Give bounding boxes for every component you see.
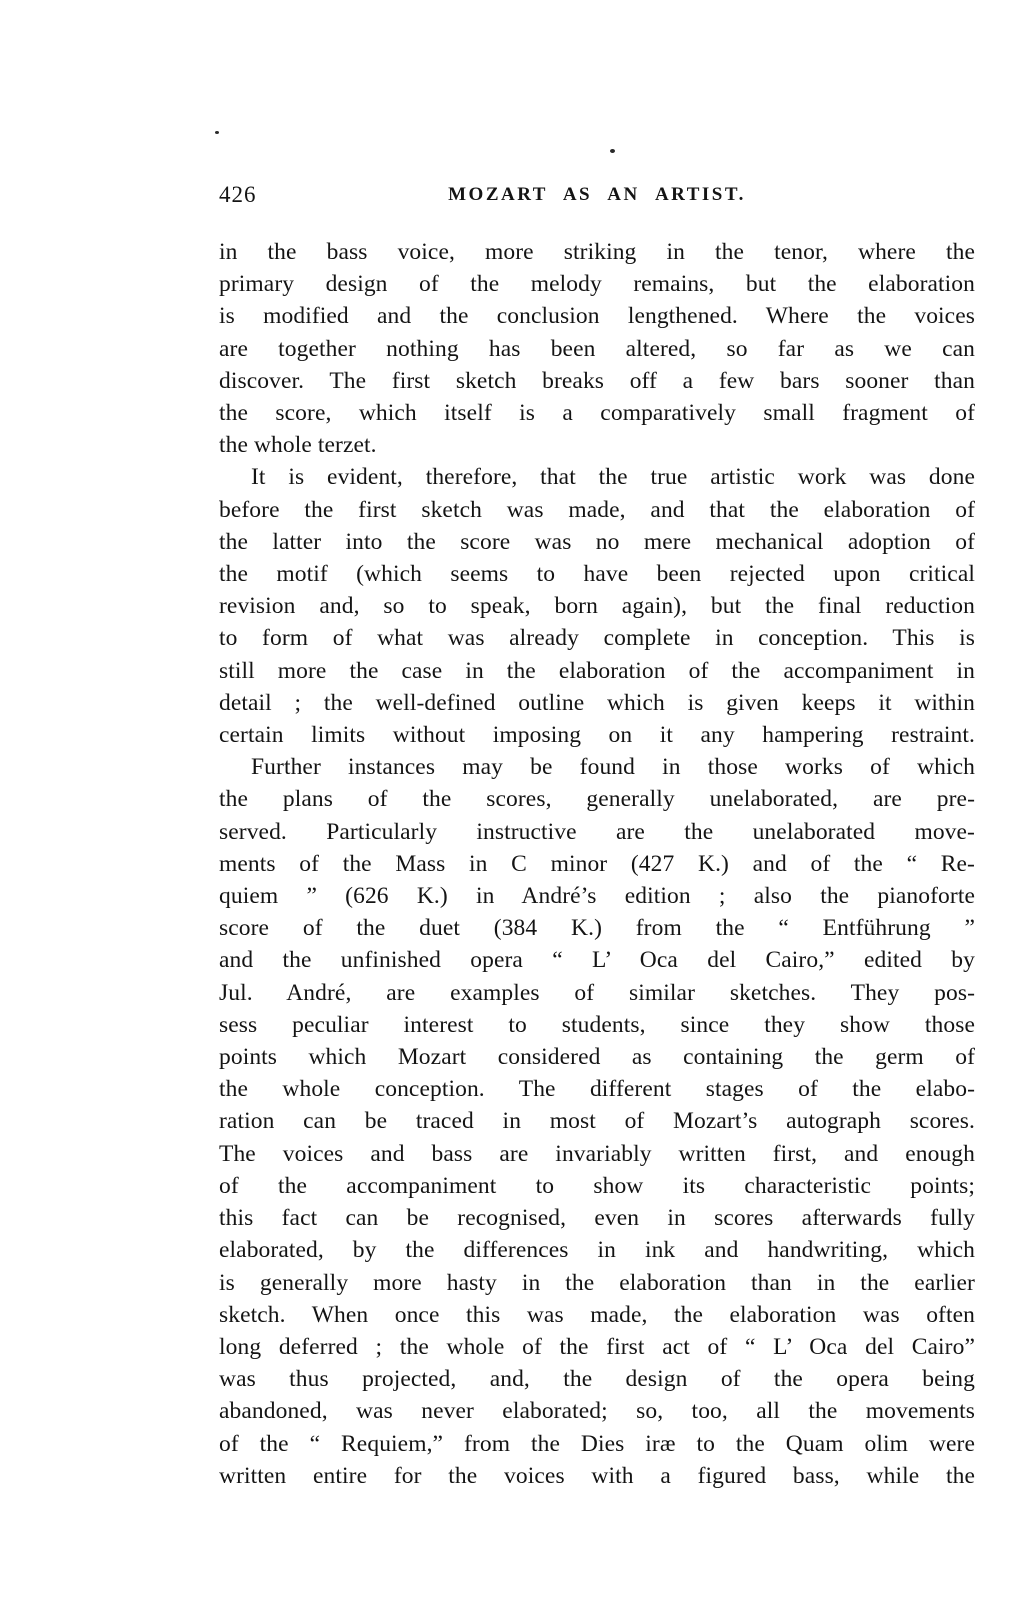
- running-header: [219, 181, 975, 211]
- text-line: of the “ Requiem,” from the Dies iræ to the Quam olim were: [219, 1430, 975, 1457]
- text-line: ration can be traced in most of Mozart’s autograph scores.: [219, 1108, 975, 1135]
- text-line: long deferred ; the whole of the first act of “ L’ Oca del Cairo”: [219, 1333, 975, 1360]
- text-line: The voices and bass are invariably written first, and enough: [219, 1140, 975, 1167]
- text-line: are together nothing has been altered, so far as we can: [219, 335, 975, 362]
- text-line: Further instances may be found in those works of which: [251, 754, 975, 781]
- text-line: detail ; the well-defined outline which is given keeps it within: [219, 689, 975, 716]
- text-line: the score, which itself is a comparatively small fragment of: [219, 400, 975, 427]
- text-column: [219, 236, 975, 1492]
- ink-speck: [215, 131, 219, 134]
- text-line: was thus projected, and, the design of the opera being: [219, 1366, 975, 1393]
- ink-speck: [610, 149, 615, 153]
- text-line: the latter into the score was no mere mechanical adoption of: [219, 528, 975, 555]
- text-line: elaborated, by the differences in ink and handwriting, which: [219, 1237, 975, 1264]
- text-line: Jul. André, are examples of similar sketches. They pos-: [219, 979, 975, 1006]
- paragraph: [219, 236, 975, 461]
- page-number: 426: [219, 182, 257, 207]
- text-line: written entire for the voices with a figured bass, while the: [219, 1462, 975, 1489]
- paragraph: [219, 461, 975, 751]
- text-line: score of the duet (384 K.) from the “ Entführung ”: [219, 915, 975, 942]
- text-line: is modified and the conclusion lengthened. Where the voices: [219, 303, 975, 330]
- text-line: in the bass voice, more striking in the tenor, where the: [219, 239, 975, 265]
- text-line: the motif (which seems to have been rejected upon critical: [219, 561, 975, 588]
- text-line: abandoned, was never elaborated; so, too, all the movements: [219, 1398, 975, 1425]
- text-line: still more the case in the elaboration of the accompaniment in: [219, 657, 975, 684]
- text-line: served. Particularly instructive are the unelaborated move-: [219, 818, 975, 845]
- text-line: certain limits without imposing on it any hampering restraint.: [219, 722, 975, 749]
- text-line: of the accompaniment to show its characteristic points;: [219, 1172, 975, 1199]
- text-line: and the unfinished opera “ L’ Oca del Cairo,” edited by: [219, 947, 975, 974]
- running-title: MOZART AS AN ARTIST.: [448, 184, 746, 205]
- text-line: discover. The first sketch breaks off a few bars sooner than: [219, 367, 975, 394]
- text-line: the plans of the scores, generally unelaborated, are pre-: [219, 786, 975, 813]
- text-line: primary design of the melody remains, but the elaboration: [219, 271, 975, 298]
- text-line: revision and, so to speak, born again), but the final reduction: [219, 593, 975, 620]
- paragraph: [219, 751, 975, 1492]
- text-line: the whole terzet.: [219, 432, 377, 459]
- text-line: before the first sketch was made, and that the elaboration of: [219, 496, 975, 523]
- text-line: to form of what was already complete in conception. This is: [219, 625, 975, 652]
- text-line: quiem ” (626 K.) in André’s edition ; also the pianoforte: [219, 883, 975, 910]
- text-line: sess peculiar interest to students, since they show those: [219, 1011, 975, 1038]
- text-line: this fact can be recognised, even in scores afterwards fully: [219, 1205, 975, 1232]
- text-line: points which Mozart considered as containing the germ of: [219, 1044, 975, 1071]
- text-line: It is evident, therefore, that the true artistic work was done: [251, 464, 975, 491]
- text-line: ments of the Mass in C minor (427 K.) and of the “ Re-: [219, 850, 975, 877]
- text-line: sketch. When once this was made, the elaboration was often: [219, 1301, 975, 1328]
- text-line: the whole conception. The different stages of the elabo-: [219, 1076, 975, 1103]
- text-line: is generally more hasty in the elaboration than in the earlier: [219, 1269, 975, 1296]
